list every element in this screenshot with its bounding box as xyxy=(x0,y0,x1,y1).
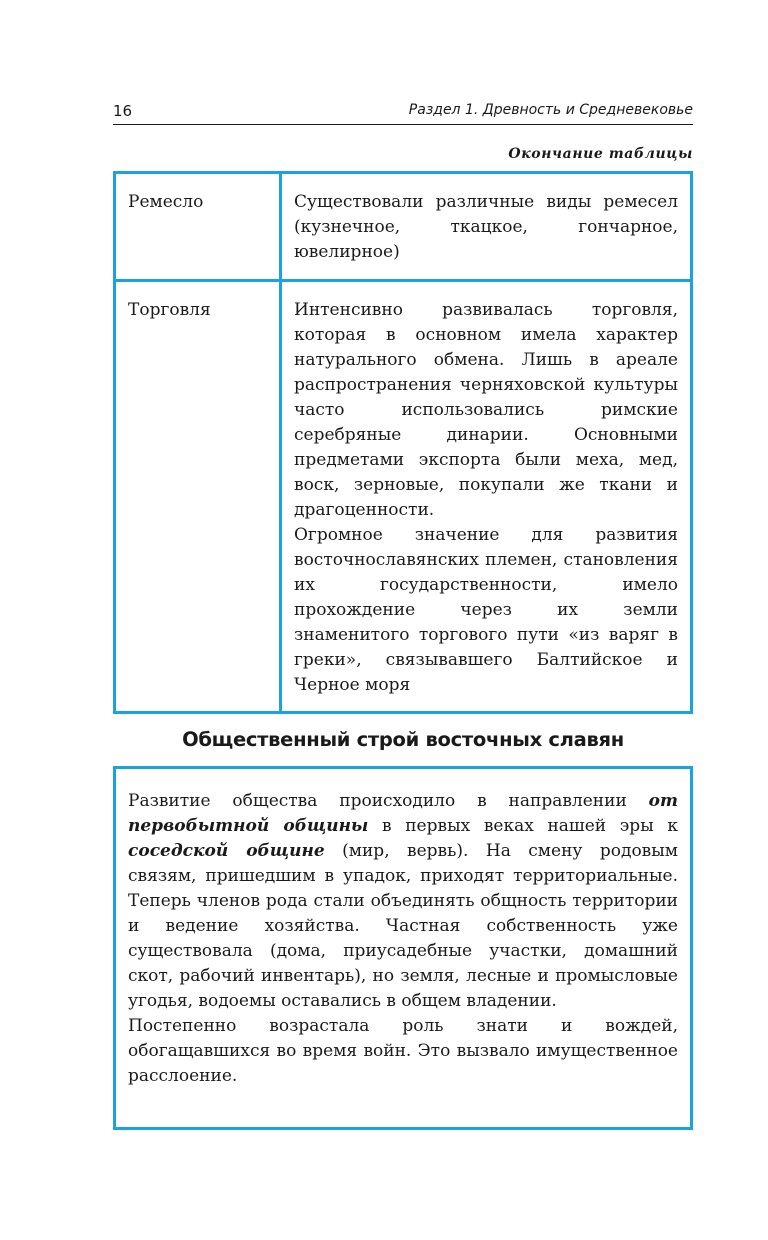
paragraph xyxy=(128,789,678,1014)
emphasis-term: от первобытной общины xyxy=(128,791,678,836)
running-head: Раздел 1. Древность и Средневековье xyxy=(408,102,693,118)
page-number: 16 xyxy=(113,102,133,120)
table-row xyxy=(115,173,692,281)
info-table xyxy=(113,171,693,714)
table-cell-text xyxy=(281,281,692,713)
section-title: Общественный строй восточных славян xyxy=(182,728,624,751)
paragraph: Интенсивно развивалась торговля, которая в основном имела характер натурального обмена. Лишь в ареале распространения черняховской культуры часто использовались римские серебряные динарии. Основными предметами экспорта были меха, мед, воск, зерновые, покупали же ткани и драгоценности. xyxy=(294,300,678,520)
table-row xyxy=(115,281,692,713)
text-box xyxy=(113,766,693,1130)
text-run: (мир, вервь). На смену родовым связям, пришедшим в упадок, приходят территориальные. Теперь членов рода стали объединять общность территории и ведение хозяйства. Частная собственность уже существовала (дома, приусадебные участки, домашний скот, рабочий инвентарь), но земля, лесные и промысловые угодья, водоемы оставались в общем владении. xyxy=(128,841,679,1011)
table-cell-text: Существовали различные виды ремесел (кузнечное, ткацкое, гончарное, ювелирное) xyxy=(281,173,692,281)
paragraph: Огромное значение для развития восточнославянских племен, становления их государственности, имело прохождение через их земли знаменитого торгового пути «из варяг в греки», связывавшего Балтийское и Черное моря xyxy=(294,525,678,695)
page-header xyxy=(113,98,693,125)
emphasis-term: соседской общине xyxy=(128,841,325,861)
text-run: в первых веках нашей эры к xyxy=(368,816,678,836)
text-run: Развитие общества происходило в направлении xyxy=(128,791,649,811)
table-continuation-note: Окончание таблицы xyxy=(508,146,693,162)
table-cell-label: Ремесло xyxy=(115,173,281,281)
paragraph: Постепенно возрастала роль знати и вождей, обогащавшихся во время войн. Это вызвало имущественное расслоение. xyxy=(128,1016,678,1086)
table-cell-label: Торговля xyxy=(115,281,281,713)
